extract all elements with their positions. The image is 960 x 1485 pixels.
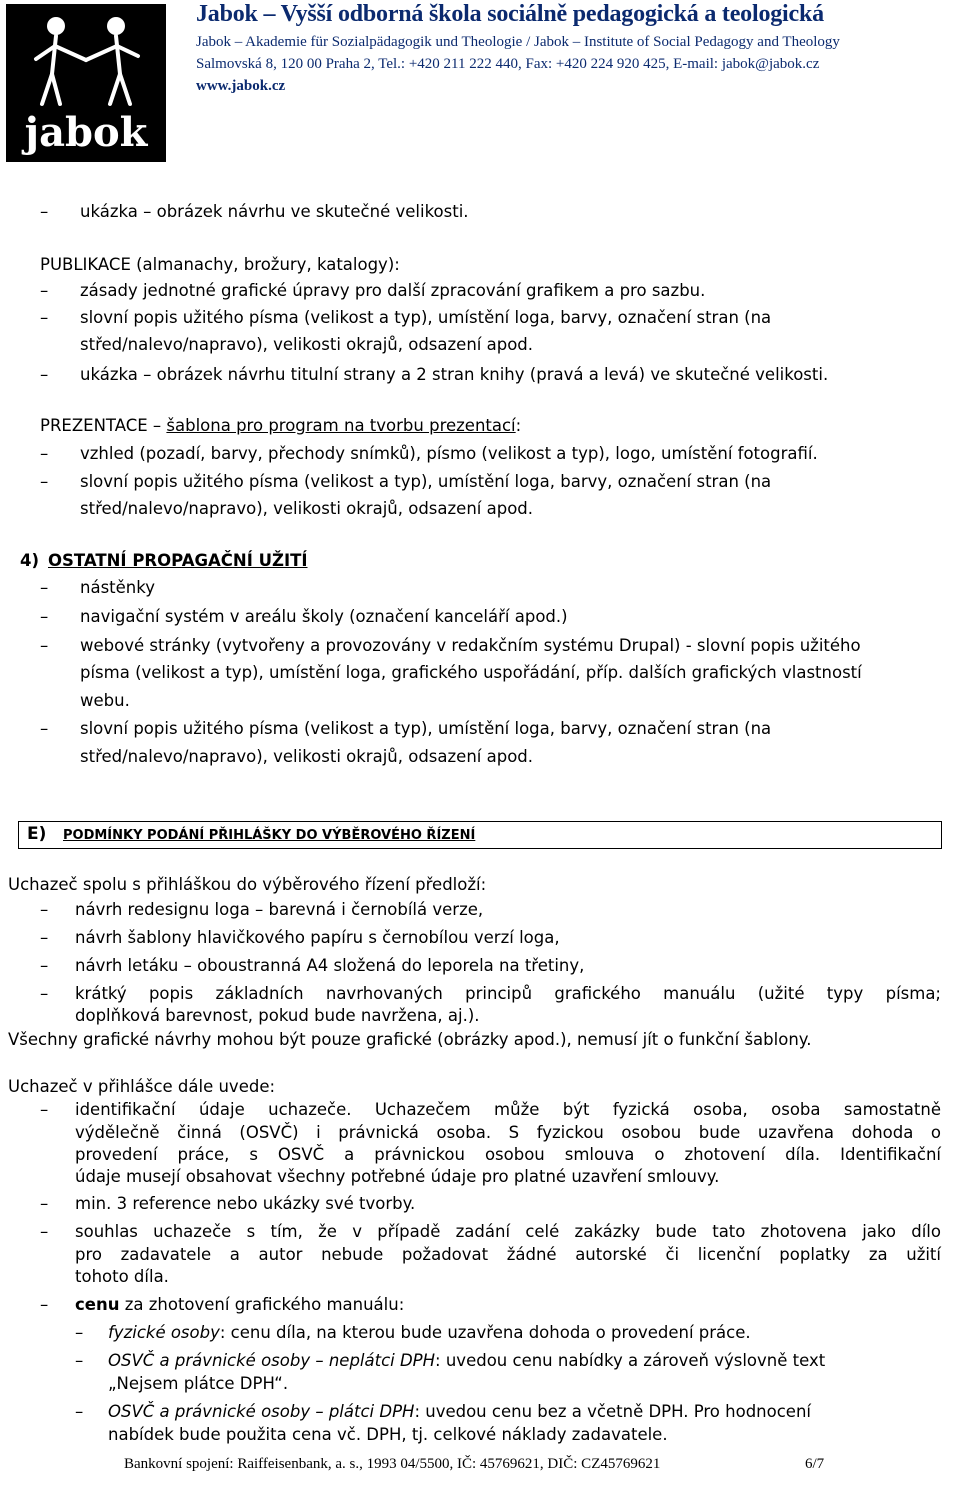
list-item: slovní popis užitého písma (velikost a typ), umístění loga, barvy, označení stran (na [80,308,772,327]
school-name-title: Jabok – Vyšší odborná škola sociálně pedagogická a teologická [196,1,824,27]
publikace-heading: PUBLIKACE (almanachy, brožury, katalogy): [40,255,400,274]
list-item: min. 3 reference nebo ukázky své tvorby. [75,1194,416,1213]
footer-bank-details: Bankovní spojení: Raiffeisenbank, a. s., 1993 04/5500, IČ: 45769621, DIČ: CZ45769621 [124,1456,661,1472]
list-item: krátký popis základních navrhovaných principů grafického manuálu (užité typy písma; [75,984,941,1003]
list-item: nástěnky [80,578,155,597]
prezentace-heading-label: PREZENTACE – [40,416,167,435]
bullet-dash: – [40,472,49,491]
list-item-cont: střed/nalevo/napravo), velikosti okrajů, odsazení apod. [80,335,534,354]
prezentace-heading [40,416,521,436]
bullet-dash: – [40,1295,49,1314]
school-name-subtitle: Jabok – Akademie für Sozialpädagogik und Theologie / Jabok – Institute of Social Pedagogy and Theology [196,34,840,50]
bullet-dash: – [75,1323,84,1342]
svg-text:jabok: jabok [24,109,148,156]
list-item-cont: údaje musejí obsahovat všechny potřebné údaje pro platné uzavření smlouvy. [75,1167,720,1186]
list-item: zásady jednotné grafické úpravy pro další zpracování grafikem a pro sazbu. [80,281,706,300]
bullet-dash: – [40,1194,49,1213]
list-item-cont: výdělečně činná (OSVČ) i právnická osoba. S fyzickou osobou bude uzavřena dohoda o [75,1123,941,1142]
list-item: vzhled (pozadí, barvy, přechody snímků), písmo (velikost a typ), logo, umístění fotografií. [80,444,818,463]
list-item: slovní popis užitého písma (velikost a typ), umístění loga, barvy, označení stran (na [80,719,772,738]
sub-item [108,1402,811,1422]
prezentace-heading-colon: : [515,416,522,435]
sub-item [108,1323,751,1343]
section-e-title: PODMÍNKY PODÁNÍ PŘIHLÁŠKY DO VÝBĚROVÉHO ŘÍZENÍ [63,828,476,843]
list-item-cont: pro zadavatele a autor nebude požadovat žádné autorské či licenční poplatky za užití [75,1245,941,1264]
bullet-dash: – [40,1100,49,1119]
list-item: navigační systém v areálu školy (označení kanceláří apod.) [80,607,568,626]
list-item: souhlas uchazeče s tím, že v případě zadání celé zakázky bude tato zhotovena jako dílo [75,1222,941,1241]
bullet-dash: – [40,636,49,655]
bullet-dash: – [40,719,49,738]
cena-rest: za zhotovení grafického manuálu: [119,1295,405,1314]
sub-item-text: : cenu díla, na kterou bude uzavřena dohoda o provedení práce. [219,1323,751,1342]
list-item-cont: písma (velikost a typ), umístění loga, grafického uspořádání, příp. dalších grafických vlastností [80,663,862,682]
ostatni-heading: OSTATNÍ PROPAGAČNÍ UŽITÍ [48,551,308,570]
list-item: návrh letáku – oboustranná A4 složená do leporela na třetiny, [75,956,585,975]
bullet-dash: – [40,984,49,1003]
list-item: návrh redesignu loga – barevná i černobílá verze, [75,900,484,919]
page-number: 6/7 [805,1456,825,1472]
sub-item [108,1351,825,1371]
bullet-dash: – [40,607,49,626]
uchazec-note: Všechny grafické návrhy mohou být pouze grafické (obrázky apod.), nemusí jít o funkční šablony. [8,1030,812,1049]
list-item [75,1295,404,1315]
school-website: www.jabok.cz [196,78,286,94]
bullet-dash: – [40,956,49,975]
list-item-cont: střed/nalevo/napravo), velikosti okrajů, odsazení apod. [80,747,534,766]
bullet-dash: – [40,365,49,384]
section-e-label: E) [27,824,47,844]
sub-item-cont: nabídek bude použita cena vč. DPH, tj. celkové náklady zadavatele. [108,1425,668,1444]
list-item-cont: doplňková barevnost, pokud bude navržena, aj.). [75,1006,480,1025]
bullet-dash: – [75,1351,84,1370]
list-item-cont: střed/nalevo/napravo), velikosti okrajů, odsazení apod. [80,499,534,518]
bullet-dash: – [40,202,49,221]
cena-bold: cenu [75,1295,120,1314]
list-item-cont: tohoto díla. [75,1267,169,1286]
list-item: ukázka – obrázek návrhu titulní strany a 2 stran knihy (pravá a levá) ve skutečné velikosti. [80,365,829,384]
school-address: Salmovská 8, 120 00 Praha 2, Tel.: +420 211 222 440, Fax: +420 224 920 425, E-mail: jabok@jabok.cz [196,56,820,72]
bullet-dash: – [40,444,49,463]
sub-item-text: : uvedou cenu nabídky a zároveň výslovně text [435,1351,826,1370]
sub-item-label: OSVČ a právnické osoby – plátci DPH [108,1402,415,1421]
bullet-dash: – [40,1222,49,1241]
list-item: slovní popis užitého písma (velikost a typ), umístění loga, barvy, označení stran (na [80,472,772,491]
sub-item-label: fyzické osoby [108,1323,220,1342]
list-item: návrh šablony hlavičkového papíru s černobílou verzí loga, [75,928,560,947]
bullet-dash: – [40,900,49,919]
bullet-dash: – [40,578,49,597]
uchazec-intro-2: Uchazeč v přihlášce dále uvede: [8,1077,276,1096]
list-item-cont: provedení práce, s OSVČ a právnickou osobou smlouva o zhotovení díla. Identifikační [75,1145,941,1164]
list-item: webové stránky (vytvořeny a provozovány v redakčním systému Drupal) - slovní popis užitého [80,636,861,655]
jabok-logo [6,4,166,162]
prezentace-heading-underlined: šablona pro program na tvorbu prezentací [166,416,516,435]
bullet-dash: – [40,308,49,327]
list-item: identifikační údaje uchazeče. Uchazečem může být fyzická osoba, osoba samostatně [75,1100,941,1119]
bullet-dash: – [40,281,49,300]
uchazec-intro: Uchazeč spolu s přihláškou do výběrového řízení předloží: [8,875,487,894]
sub-item-text: : uvedou cenu bez a včetně DPH. Pro hodnocení [414,1402,811,1421]
list-item: ukázka – obrázek návrhu ve skutečné velikosti. [80,202,469,221]
bullet-dash: – [40,928,49,947]
section-e-heading-box [18,821,942,849]
sub-item-cont: „Nejsem plátce DPH“. [108,1374,289,1393]
sub-item-label: OSVČ a právnické osoby – neplátci DPH [108,1351,436,1370]
bullet-dash: – [75,1402,84,1421]
section-number: 4) [20,551,40,570]
list-item-cont: webu. [80,691,130,710]
